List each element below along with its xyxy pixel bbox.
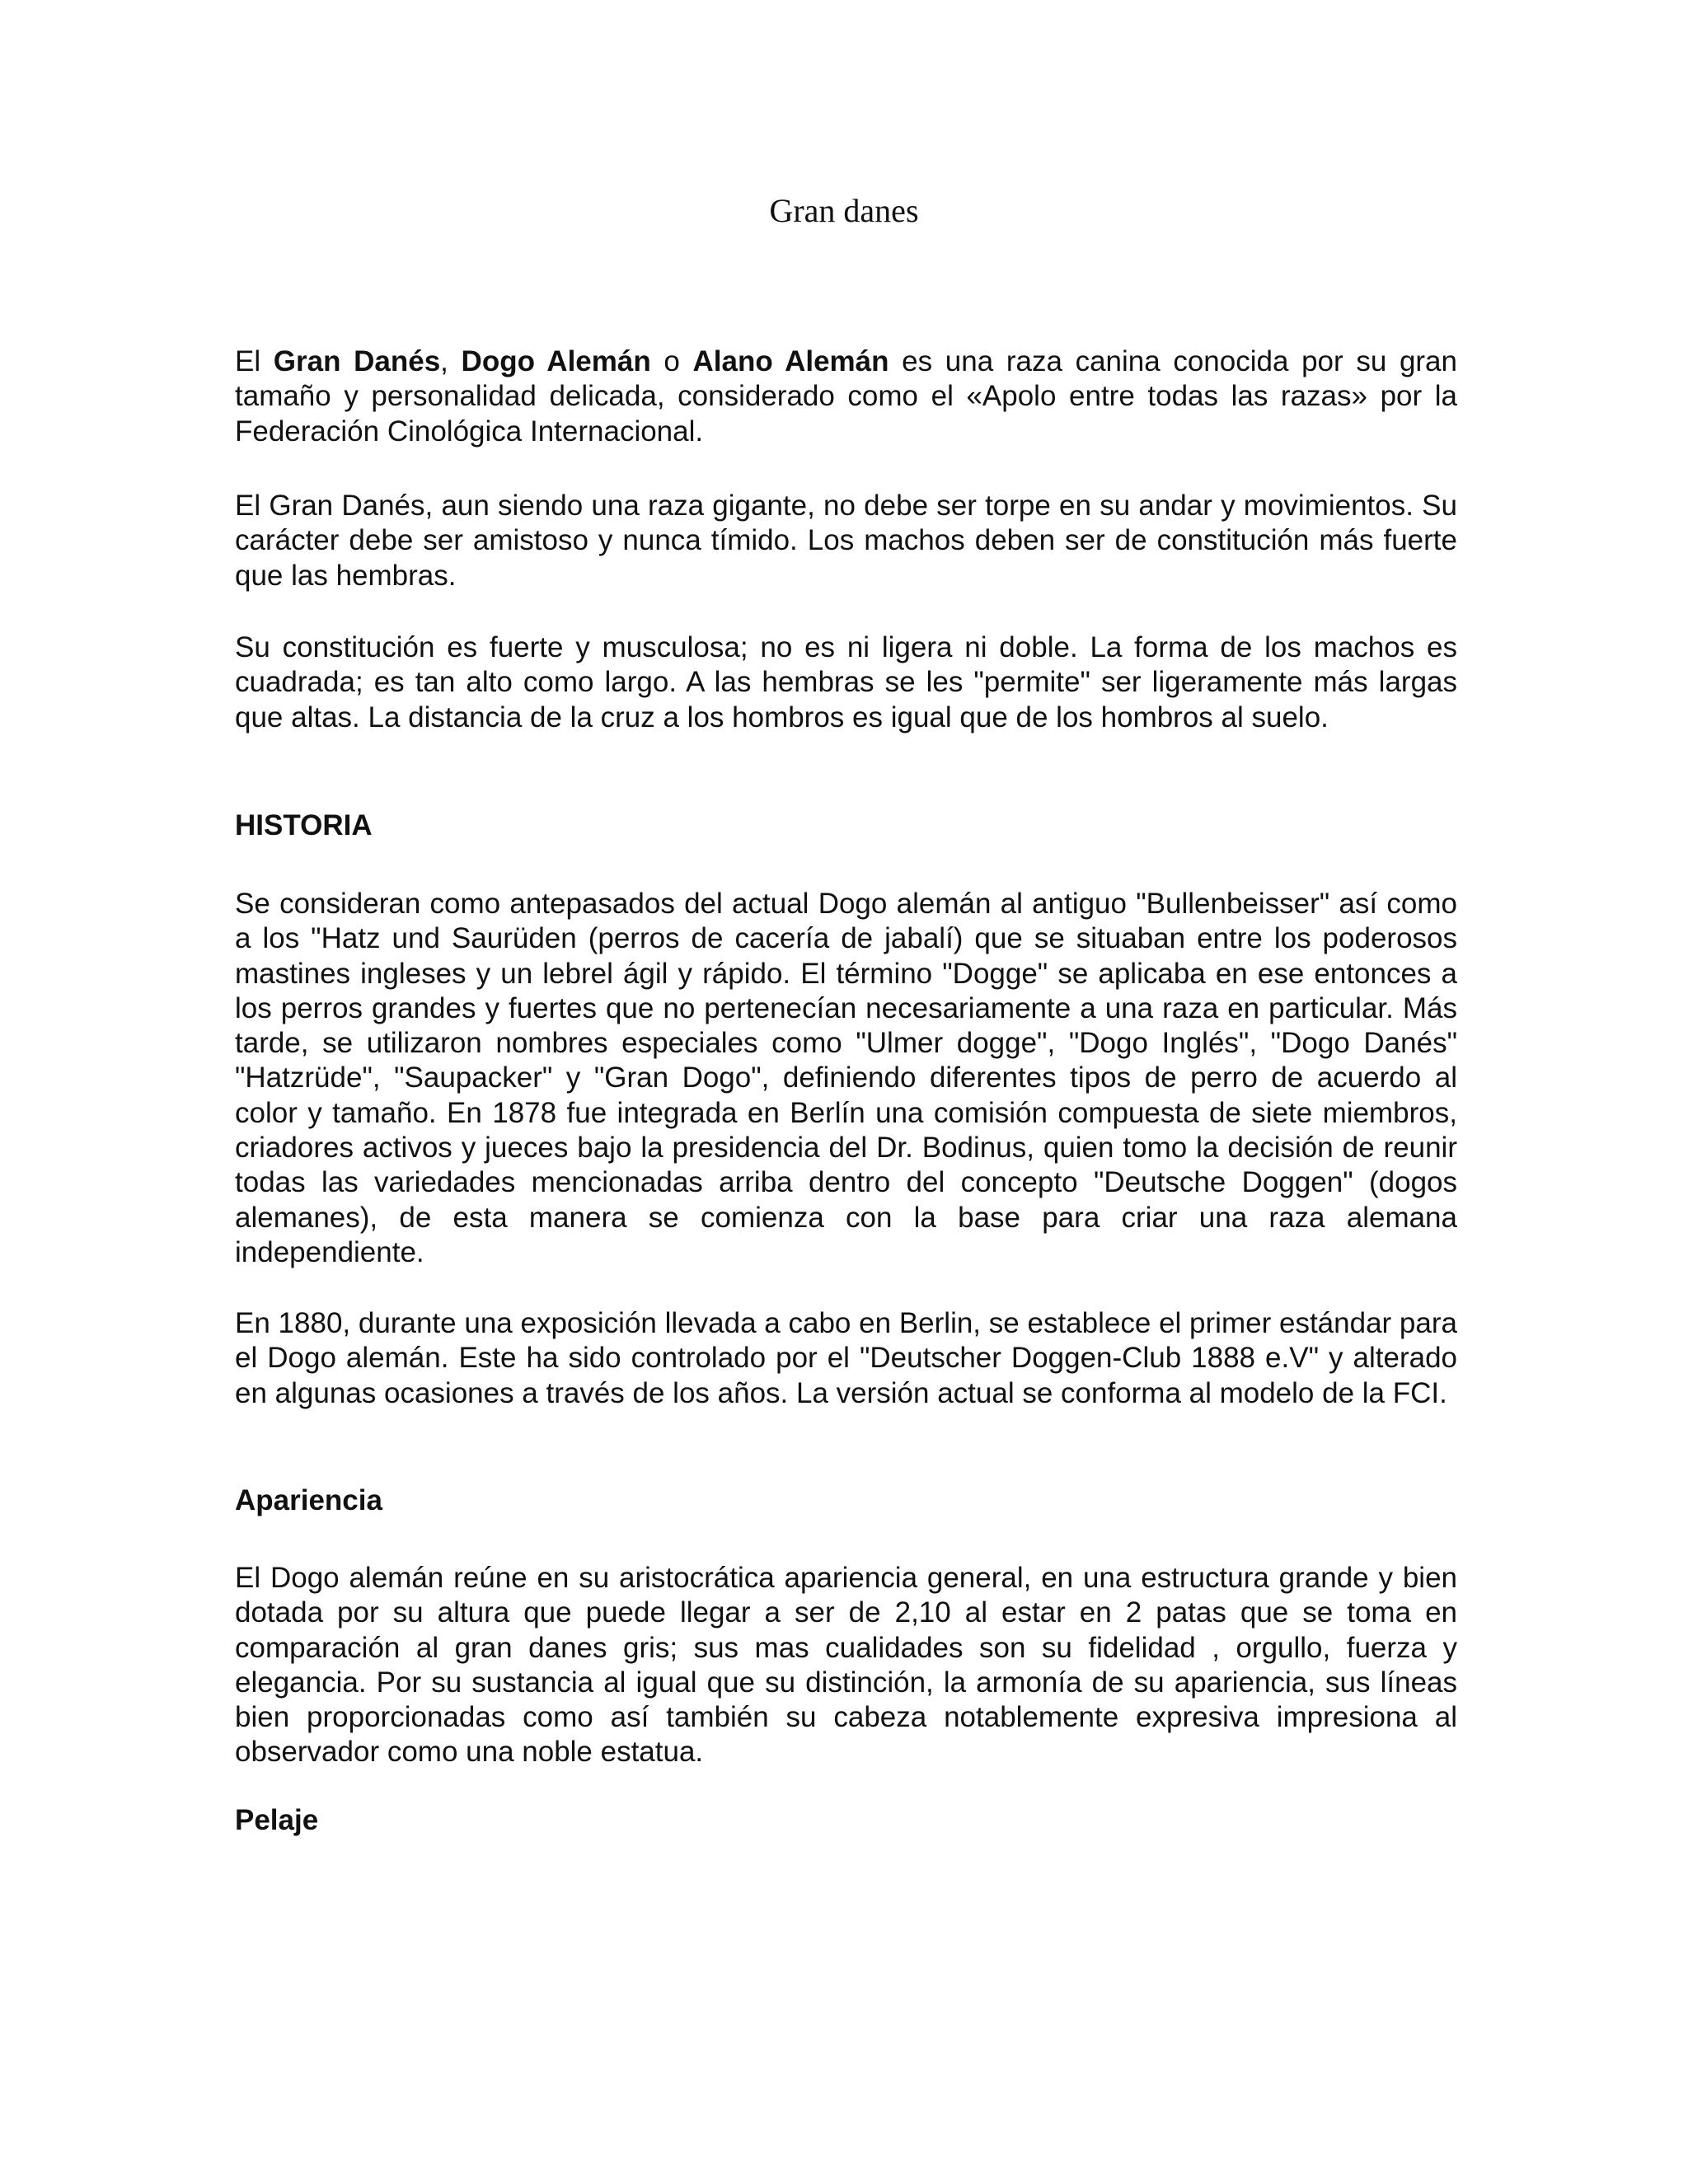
intro-text-2: ,	[440, 345, 462, 377]
breed-name-dogo-aleman: Dogo Alemán	[461, 345, 651, 377]
heading-apariencia: Apariencia	[235, 1484, 382, 1516]
document-title: Gran danes	[769, 192, 919, 229]
intro-text-3: o	[650, 345, 693, 377]
paragraph-constitution: Su constitución es fuerte y musculosa; no es ni ligera ni doble. La forma de los machos es cuadrada; es tan alto como largo. A las hembras se les "permite" ser ligeramente más largas que altas. La distancia de la cruz a los hombros es igual que de los hombros al suelo.	[235, 631, 1457, 733]
paragraph-character: El Gran Danés, aun siendo una raza gigante, no debe ser torpe en su andar y movimientos. Su carácter debe ser amistoso y nunca tímido. Los machos deben ser de constitución más fuerte que las hembras.	[235, 490, 1457, 592]
intro-text-4: es una raza canina conocida por su gran tamaño y personalidad delicada, considerado como el «Apolo entre todas las razas» por la Federación Cinológica Internacional.	[235, 345, 1457, 448]
heading-pelaje: Pelaje	[235, 1804, 319, 1836]
intro-text-1: El	[235, 345, 274, 377]
intro-paragraph	[235, 344, 1457, 449]
heading-historia: HISTORIA	[235, 809, 373, 841]
breed-name-alano-aleman: Alano Alemán	[692, 345, 889, 377]
paragraph-appearance: El Dogo alemán reúne en su aristocrática apariencia general, en una estructura grande y bien dotada por su altura que puede llegar a ser de 2,10 al estar en 2 patas que se toma en comparación al gran danes gris; sus mas cualidades son su fidelidad , orgullo, fuerza y elegancia. Por su sustancia al igual que su distinción, la armonía de su apariencia, sus líneas bien proporcionadas como así también su cabeza notablemente expresiva impresiona al observador como una noble estatua.	[235, 1562, 1457, 1769]
breed-name-gran-danes: Gran Danés	[273, 345, 441, 377]
paragraph-standard: En 1880, durante una exposición llevada a cabo en Berlin, se establece el primer estándar para el Dogo alemán. Este ha sido controlado por el "Deutscher Doggen-Club 1888 e.V" y alterado en algunas ocasiones a través de los años. La versión actual se conforma al modelo de la FCI.	[235, 1307, 1457, 1409]
paragraph-history: Se consideran como antepasados del actual Dogo alemán al antiguo "Bullenbeisser" así como a los "Hatz und Saurüden (perros de cacería de jabalí) que se situaban entre los poderosos mastines ingleses y un lebrel ágil y rápido. El término "Dogge" se aplicaba en ese entonces a los perros grandes y fuertes que no pertenecían necesariamente a una raza en particular. Más tarde, se utilizaron nombres especiales como "Ulmer dogge", "Dogo Inglés", "Dogo Danés" "Hatzrüde", "Saupacker" y "Gran Dogo", definiendo diferentes tipos de perro de acuerdo al color y tamaño. En 1878 fue integrada en Berlín una comisión compuesta de siete miembros, criadores activos y jueces bajo la presidencia del Dr. Bodinus, quien tomo la decisión de reunir todas las variedades mencionadas arriba dentro del concepto "Deutsche Doggen" (dogos alemanes), de esta manera se comienza con la base para criar una raza alemana independiente.	[235, 888, 1457, 1268]
